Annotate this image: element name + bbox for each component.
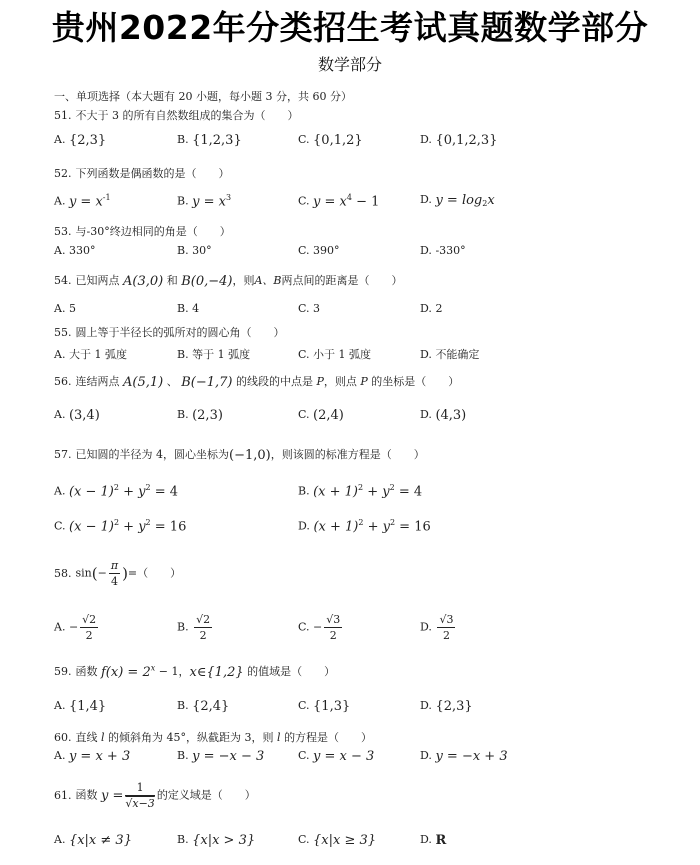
option-b: B. 等于 1 弧度 xyxy=(177,348,251,361)
option-d: D. y = −x + 3 xyxy=(420,749,508,764)
option-b: B. 30° xyxy=(177,244,212,257)
question-53: 53. 与-30°终边相同的角是（ ） xyxy=(54,225,231,238)
option-d: D. $\frac{√3}{2}$ xyxy=(420,613,454,642)
option-d: D. $y = \log_2x$ xyxy=(420,193,495,209)
option-a: A. {1,4} xyxy=(54,699,107,714)
option-d: D. 2 xyxy=(420,302,443,315)
option-c: C. 小于 1 弧度 xyxy=(298,348,372,361)
option-a: A. $y = x^{-1}$ xyxy=(54,193,111,210)
option-d: D. (4,3) xyxy=(420,408,467,423)
question-59: 59. 函数 $f(x) = 2^x - 1$，x∈{1,2} 的值域是（ ） xyxy=(54,663,336,680)
option-c: C. 390° xyxy=(298,244,340,257)
question-58: 58. sin(− $\frac{\pi}{4}$ )=（ ） xyxy=(54,559,182,588)
option-c: C. 3 xyxy=(298,302,321,315)
option-a: A. 5 xyxy=(54,302,76,315)
option-c: C. {x|x ≥ 3} xyxy=(298,833,377,848)
option-b: B. {1,2,3} xyxy=(177,133,242,148)
option-d: D. -330° xyxy=(420,244,466,257)
option-d: D. R xyxy=(420,833,447,848)
section-heading: 一、单项选择（本大题有 20 小题，每小题 3 分，共 60 分） xyxy=(54,90,352,103)
option-c: C. (2,4) xyxy=(298,408,344,423)
option-a: A. (3,4) xyxy=(54,408,100,423)
option-b: B. (2,3) xyxy=(177,408,223,423)
section-title: 数学部分 xyxy=(317,55,382,74)
question-57: 57. 已知圆的半径为 4，圆心坐标为(−1,0)，则该圆的标准方程是（ ） xyxy=(54,448,425,463)
question-52: 52. 下列函数是偶函数的是（ ） xyxy=(54,167,230,180)
option-b: B. 4 xyxy=(177,302,200,315)
question-text: 不大于 3 的所有自然数组成的集合为（ ） xyxy=(75,109,299,122)
option-a: A. {2,3} xyxy=(54,133,107,148)
option-c: C. − $\frac{√3}{2}$ xyxy=(298,613,341,642)
option-d: D. {0,1,2,3} xyxy=(420,133,498,148)
option-c: C. $(x - 1)^2 + y^2 = 16$ xyxy=(54,518,187,535)
option-a: A. − $\frac{√2}{2}$ xyxy=(54,613,97,642)
option-b: B. {2,4} xyxy=(177,699,230,714)
question-54: 54. 已知两点 A(3,0) 和 B(0,−4)，则A、B两点间的距离是（ ） xyxy=(54,274,403,289)
option-b: B. {x|x > 3} xyxy=(177,833,256,848)
option-c: C. {1,3} xyxy=(298,699,351,714)
question-56: 56. 连结两点 A(5,1) 、 B(−1,7) 的线段的中点是 P，则点 P 的坐标是（ ） xyxy=(54,375,460,390)
option-b: B. $(x + 1)^2 + y^2 = 4$ xyxy=(298,483,423,500)
option-c: C. y = x − 3 xyxy=(298,749,375,764)
question-61: 61. 函数 y = $\frac{1}{√x-3}$ 的定义域是（ ） xyxy=(54,781,256,810)
question-55: 55. 圆上等于半径长的弧所对的圆心角（ ） xyxy=(54,326,285,339)
option-a: A. 330° xyxy=(54,244,96,257)
question-60: 60. 直线 l 的倾斜角为 45°，纵截距为 3，则 l 的方程是（ ） xyxy=(54,731,373,744)
option-d: D. $(x + 1)^2 + y^2 = 16$ xyxy=(298,518,431,535)
option-a: A. y = x + 3 xyxy=(54,749,131,764)
option-c: C. $y = x^4 - 1$ xyxy=(298,193,380,210)
option-a: A. {x|x ≠ 3} xyxy=(54,833,132,848)
question-51 xyxy=(54,107,299,123)
page-banner: 贵州2022年分类招生考试真题数学部分 xyxy=(51,8,649,47)
option-b: B. $y = x^3$ xyxy=(177,193,232,210)
option-a: A. 大于 1 弧度 xyxy=(54,348,127,361)
option-a: A. $(x - 1)^2 + y^2 = 4$ xyxy=(54,483,178,500)
option-d: D. 不能确定 xyxy=(420,348,480,361)
option-d: D. {2,3} xyxy=(420,699,473,714)
option-c: C. {0,1,2} xyxy=(298,133,363,148)
option-b: B. $\frac{√2}{2}$ xyxy=(177,613,211,642)
option-b: B. y = −x − 3 xyxy=(177,749,265,764)
question-number: 51. xyxy=(54,109,72,122)
